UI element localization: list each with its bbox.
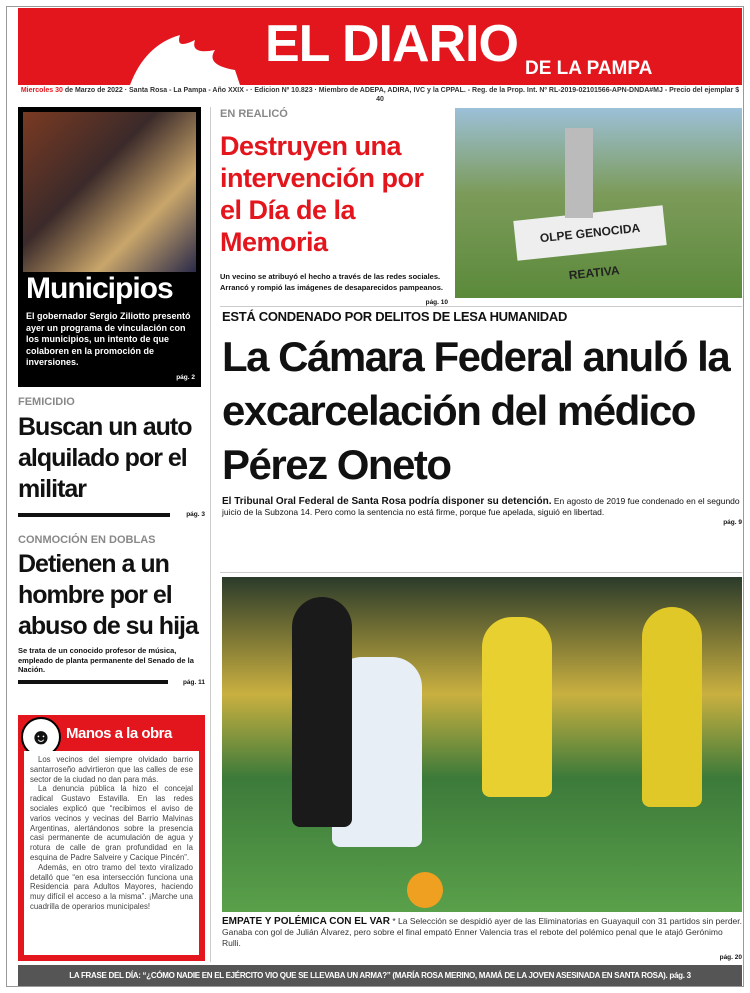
- monument: [565, 128, 593, 218]
- divider: [18, 680, 168, 684]
- masthead-title: EL DIARIO: [265, 15, 518, 73]
- quote-of-day-bar: LA FRASE DEL DÍA: “¿CÓMO NADIE EN EL EJÉRCITO VIO QUE SE LLEVABA UN ARMA?” (MARÍA ROSA MERINO, MAMÁ DE LA JOVEN ASESINADA EN SANTA ROSA). pág. 3: [18, 965, 742, 986]
- date-day: Miercoles 30: [20, 87, 63, 94]
- paragraph: La denuncia pública la hizo el concejal radical Gustavo Estavilla. En las redes sociales explicó que “recibimos el aviso de varios vecinos y vecinas del Barrio Malvinas Argentinas, alertándonos sobre la presencia casi permanente de acumulación de agua y rotura de calle de gran profundidad en la esquina de Padre Salveire y Cacique Pincén”.: [30, 784, 193, 862]
- femicidio-kicker: FEMICIDIO: [18, 396, 75, 408]
- page-ref: pág. 9: [723, 519, 742, 526]
- doblas-story[interactable]: [18, 534, 205, 686]
- dateline: [20, 87, 740, 104]
- page-ref: pág. 3: [186, 511, 205, 518]
- page-ref: pág. 10: [425, 299, 448, 306]
- municipios-photo: [23, 112, 196, 272]
- main-text: En agosto de 2019 fue condenado en el segundo juicio de la Subzona 14. Pero como la sentencia no está firme, porque fue apelada, siguió en libertad.: [222, 496, 740, 517]
- divider: [18, 513, 170, 517]
- realico-story[interactable]: [220, 108, 448, 306]
- memorial-photo: [455, 108, 742, 298]
- page-ref: pág. 20: [719, 954, 742, 961]
- doblas-kicker: CONMOCIÓN EN DOBLAS: [18, 534, 156, 546]
- player-ecuador: [642, 607, 702, 807]
- manos-title: Manos a la obra: [66, 725, 172, 742]
- ball: [407, 872, 443, 908]
- main-lead: El Tribunal Oral Federal de Santa Rosa podría disponer su detención.: [222, 496, 552, 507]
- femicidio-headline: Buscan un auto alquilado por el militar: [18, 413, 192, 503]
- main-story[interactable]: [222, 309, 742, 526]
- doblas-headline: Detienen a un hombre por el abuso de su hija: [18, 550, 198, 640]
- dateline-rest: de Marzo de 2022 · Santa Rosa - La Pampa - Año XXIX - · Edicion Nº 10.823 · Miembro de ADEPA, ADIRA, IVC y la CPPAL. - Reg. de la Prop. Int. Nº RL-2019-02101566-APN-DNDA#MJ - Precio del ejemplar $ 40: [64, 87, 740, 103]
- municipios-title: Municipios: [26, 272, 173, 305]
- main-kicker: ESTÁ CONDENADO POR DELITOS DE LESA HUMANIDAD: [222, 309, 568, 324]
- football-caption: [222, 916, 742, 949]
- referee: [292, 597, 352, 827]
- page-ref: pág. 11: [182, 678, 205, 686]
- realico-text: Un vecino se atribuyó el hecho a través de las redes sociales. Arrancó y rompió las imágenes de desaparecidos pampeanos.: [220, 272, 443, 292]
- page-ref: pág. 2: [176, 374, 195, 381]
- realico-kicker: EN REALICÓ: [220, 108, 288, 120]
- football-text: * La Selección se despidió ayer de las Eliminatorias en Guayaquil con 31 partidos sin perder. Ganaba con gol de Julián Álvarez, pero sobre el final empató Enner Valencia tras el rebote del polémico penal que le atajó Gerónimo Rulli.: [222, 916, 742, 948]
- football-lead: EMPATE Y POLÉMICA CON EL VAR: [222, 916, 390, 927]
- masthead-subtitle: DE LA PAMPA: [525, 58, 653, 79]
- divider: [220, 572, 742, 573]
- realico-headline: Destruyen una intervención por el Día de la Memoria: [220, 131, 424, 257]
- mascot-icon: ☻: [21, 717, 61, 757]
- paragraph: Los vecinos del siempre olvidado barrio santarroseño advirtieron que las calles de ese sector de la ciudad no dan para más.: [30, 755, 193, 784]
- main-summary: [222, 496, 742, 518]
- logo-mark-icon: [125, 25, 245, 85]
- municipios-text: El gobernador Sergio Ziliotto presentó ayer un programa de vinculación con los municipios, un intento de que colaboren en la promoción de inversiones.: [26, 311, 191, 367]
- divider: [220, 306, 742, 307]
- player-ecuador: [482, 617, 552, 797]
- doblas-text: Se trata de un conocido profesor de música, empleado de planta permanente del Senado de la Nación.: [18, 646, 194, 674]
- main-headline: La Cámara Federal anuló la excarcelación del médico Pérez Oneto: [222, 333, 730, 488]
- manos-text: [24, 751, 199, 955]
- municipios-story[interactable]: [18, 107, 201, 387]
- graffiti-text: OLPE GENOCIDA REATIVA: [513, 205, 666, 260]
- femicidio-story[interactable]: [18, 396, 205, 518]
- manos-box[interactable]: [18, 715, 205, 961]
- column-divider: [210, 107, 211, 962]
- paragraph: Además, en otro tramo del texto viralizado detalló que “en esa intersección funciona una Residencia para Adultos Mayores, haciendo muy difícil el acceso a la misma”. ¡Marche una cuadrilla de operarios municipales!: [30, 862, 193, 911]
- football-photo: [222, 577, 742, 912]
